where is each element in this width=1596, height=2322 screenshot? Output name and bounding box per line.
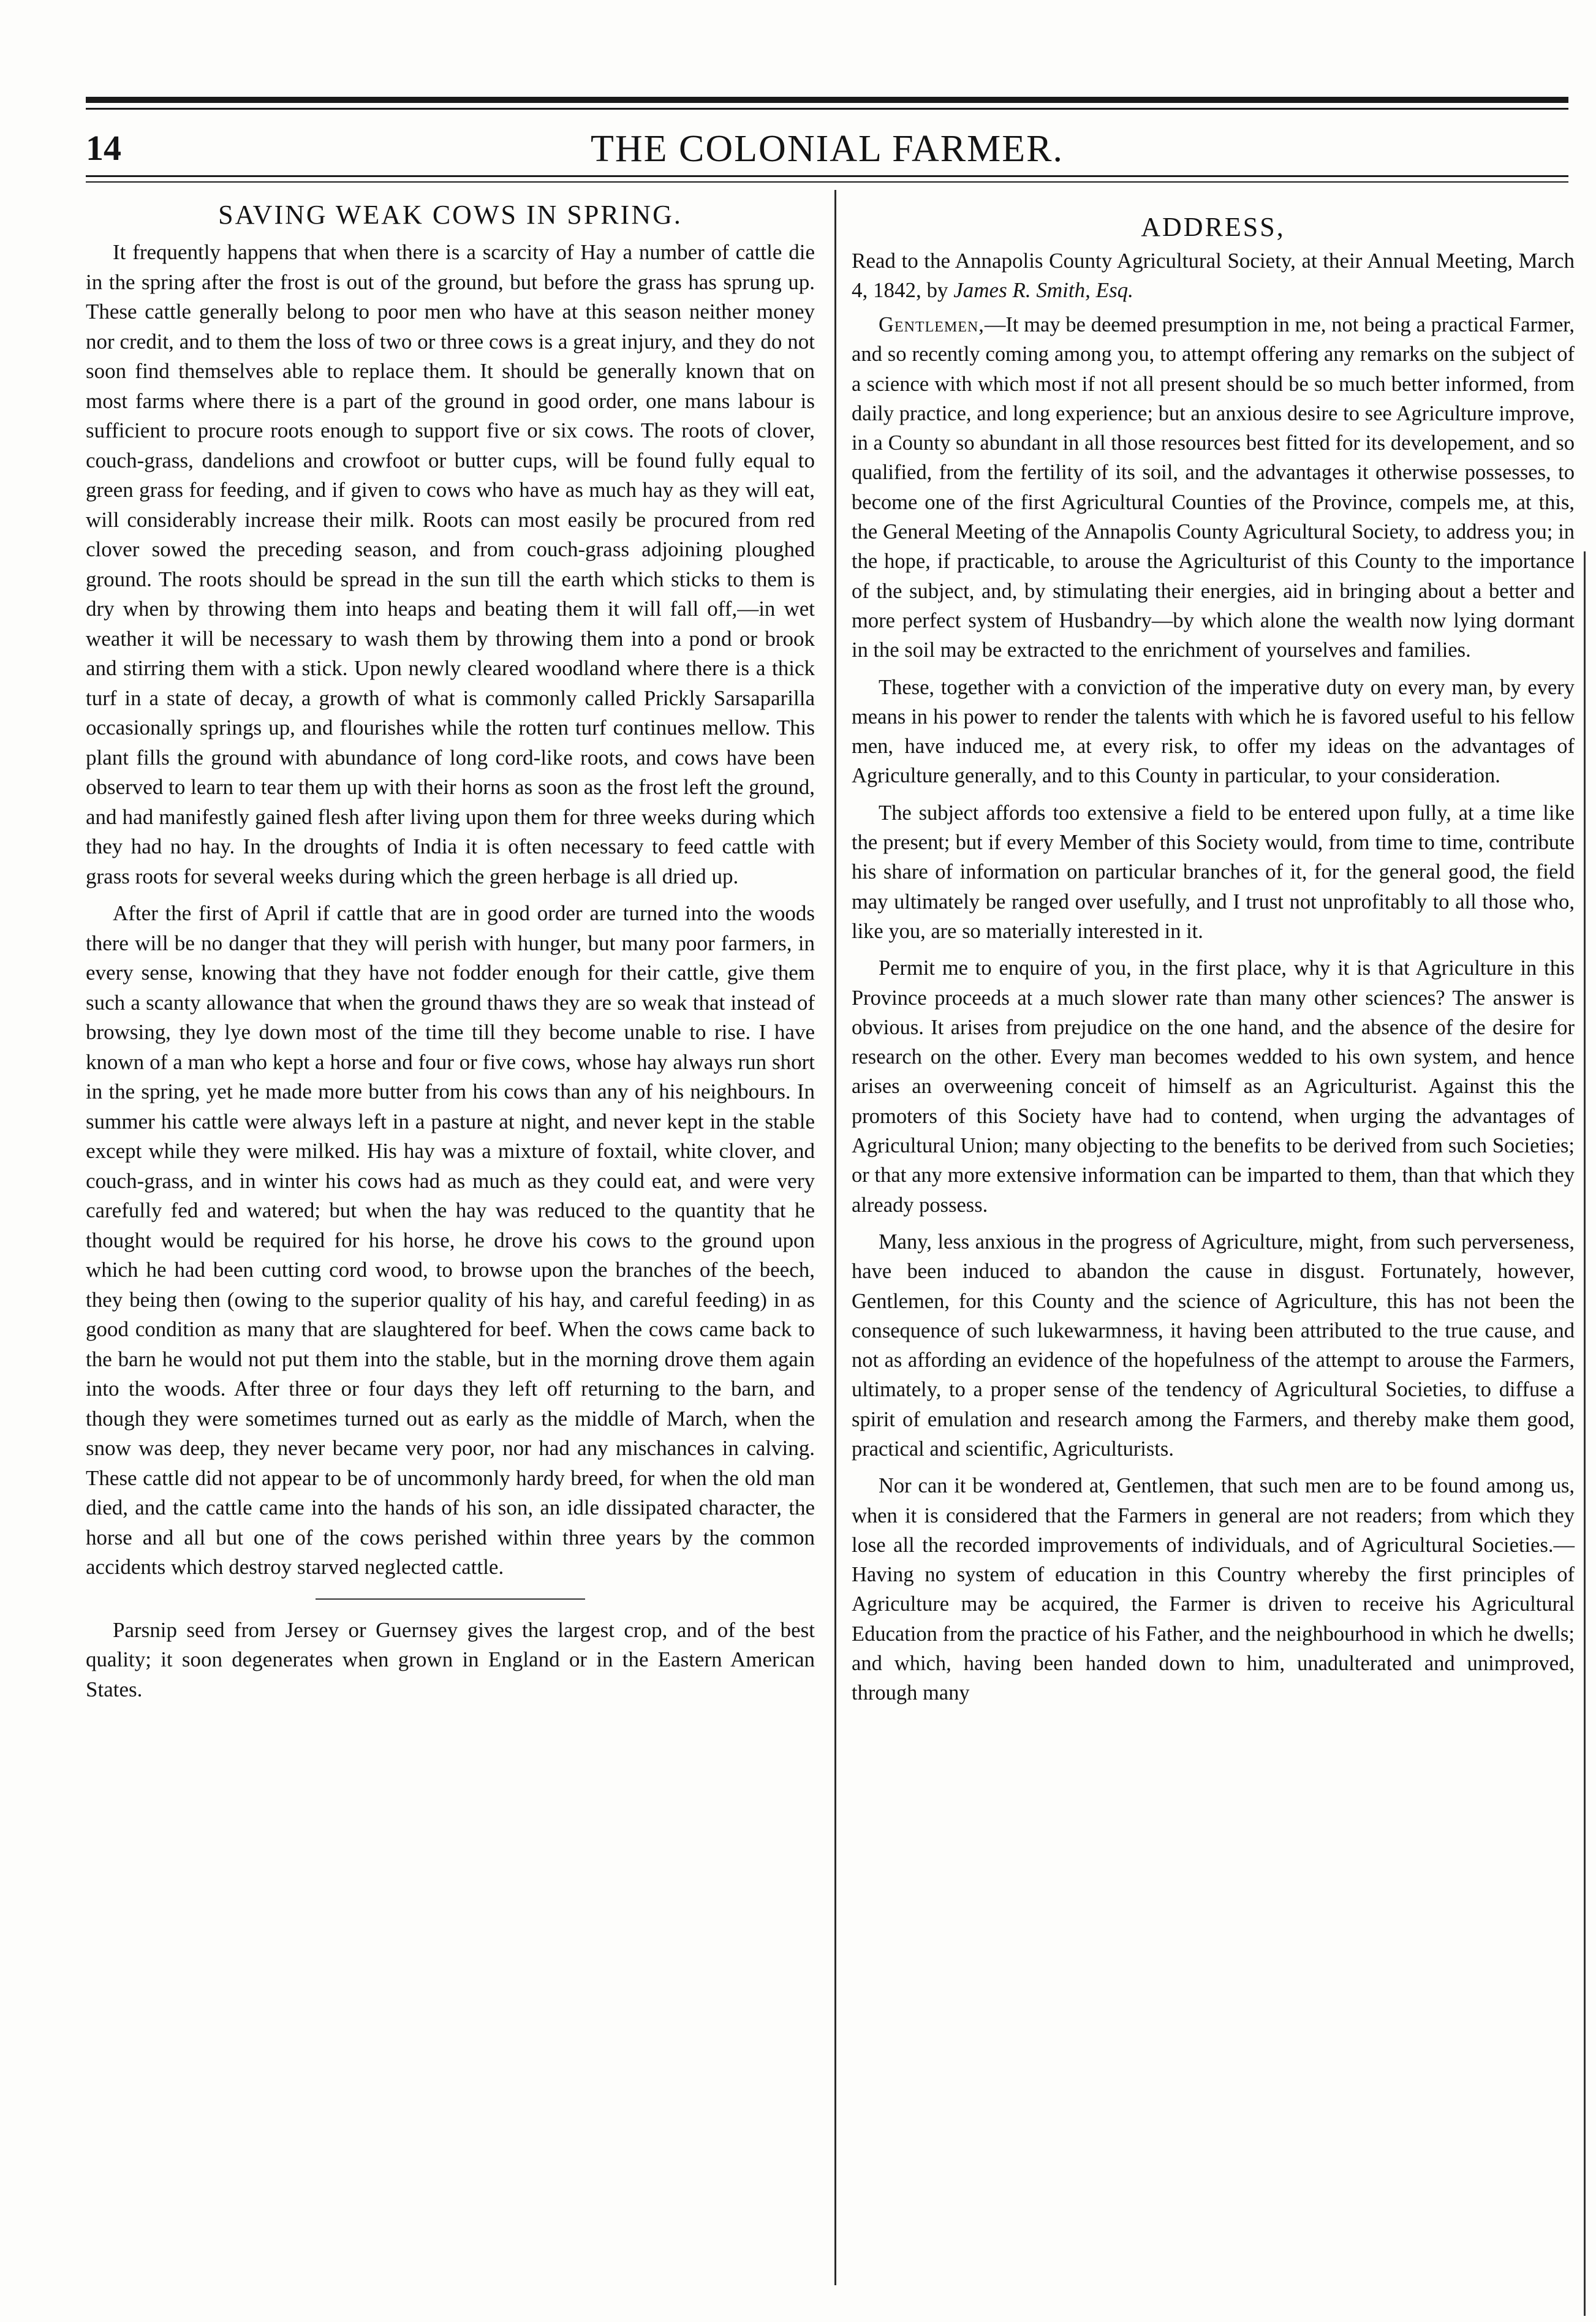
header-rule [86, 175, 1568, 177]
top-rule-thick [86, 97, 1568, 103]
page-header [86, 123, 1568, 178]
address-paragraph: Nor can it be wondered at, Gentlemen, that such men are to be found among us, when it is considered that the Farmers in general are not readers; from which they lose all the recorded improvements of individuals, and of Agricultural Societies.—Having no system of education in this Country whereby the first principles of Agriculture may be acquired, the Farmer is driven to receive his Agricultural Education from the practice of his Father, and the neighbourhood in which he dwells; and which, having been handed down to him, unadulterated and unimproved, through many [852, 1474, 1575, 1705]
header-rule-thin [86, 181, 1568, 183]
address-heading: ADDRESS, [1141, 212, 1285, 242]
address-paragraph [852, 310, 1575, 665]
address-paragraph: The subject affords too extensive a field to be entered upon fully, at a time like the present; but if every Member of this Society would, from time to time, contribute his share of information on particular branches of it, for the general good, the field may ultimately be ranged over usefully, and I trust not unprofitably to all those who, like you, are so materially interested in it. [852, 801, 1575, 943]
left-column [86, 199, 815, 1712]
address-occasion: Read to the Annapolis County Agricultural Society, at their Annual Meeting, March 4, 1842, by [852, 249, 1575, 302]
parsnip-note: Parsnip seed from Jersey or Guernsey gives the largest crop, and of the best quality; it soon degenerates when grown in England or in the Eastern American States. [86, 1617, 815, 1701]
address-paragraph: Permit me to enquire of you, in the first place, why it is that Agriculture in this Province proceeds at a much slower rate than many other sciences? The answer is obvious. It arises from prejudice on the one hand, and the absence of the desire for research on the other. Every man becomes wedded to his own system, and hence arises an overweening conceit of himself as an Agriculturist. Against this the promoters of this Society have had to contend, when urging the advantages of Agricultural Union; many objecting to the benefits to be derived from such Societies; or that any more extensive information can be imparted to them, than that which they already possess. [852, 956, 1575, 1217]
article-paragraph: After the first of April if cattle that are in good order are turned into the woods there will be no danger that they will perish with hunger, but many poor farmers, in every sense, knowing that they have not fodder enough for their cattle, give them such a scanty allowance that when the ground thaws they are so weak that instead of browsing, they lye down most of the time till they become unable to rise. I have known of a man who kept a horse and four or five cows, whose hay always run short in the spring, yet he made more butter from his cows than any of his neighbours. In summer his cattle were always left in a pasture at night, and never kept in the stable except while they were milked. His hay was a mixture of foxtail, white clover, and couch-grass, and in winter his cows had as much as they could eat, and were very carefully fed and watered; but when the hay was reduced to the quantity that he thought would be required for his horse, he drove his cows to the ground upon which he had been cutting cord wood, to browse upon the branches of the beech, they being then (owing to the superior quality of his hay, and careful feeding) in as good condition as many that are slaughtered for beef. When the cows came back to the barn he would not put them into the stable, but in the morning drove them again into the woods. After three or four days they left off returning to the barn, and though they were sometimes turned out as early as the middle of March, when the snow was deep, they never became very poor, nor had any mischances in calving. These cattle did not appear to be of uncommonly hardy breed, for when the old man died, and the cattle came into the hands of his son, an idle dissipated character, the horse and all but one of the cows perished within three years by the common accidents which destroy starved neglected cattle. [86, 901, 815, 1579]
salutation: Gentlemen, [879, 313, 985, 336]
address-author: James R. Smith, Esq. [953, 278, 1133, 302]
page-number: 14 [86, 128, 121, 168]
top-rule-thin [86, 108, 1568, 110]
address-paragraph: These, together with a conviction of the imperative duty on every man, by every means in his power to render the talents with which he is favored useful to his fellow men, have induced me, at every risk, to offer my ideas on the advantages of Agriculture generally, and to this County in particular, to your consideration. [852, 675, 1575, 788]
masthead-title: THE COLONIAL FARMER. [591, 128, 1064, 170]
section-divider [316, 1598, 585, 1600]
address-subheading [852, 246, 1575, 305]
column-divider [834, 190, 836, 2285]
right-column [852, 199, 1575, 1715]
page-edge-rule [1584, 551, 1586, 2316]
address-first-paragraph: —It may be deemed presumption in me, not being a practical Farmer, and so recently coming among you, to attempt offering any remarks on the subject of a science with which most if not all present should be so much better informed, from daily practice, and long experience; but an anxious desire to see Agriculture improve, in a County so abundant in all those resources best fitted for its developement, and so qualified, from the fertility of its soil, and the advantages it otherwise possesses, to become one of the first Agricultural Counties of the Province, compels me, at this, the General Meeting of the Annapolis County Agricultural Society, to address you; in the hope, if practicable, to arouse the Agriculturist of this County to the importance of the subject, and, by stimulating their energies, aid in bringing about a better and more perfect system of Husbandry—by which alone the wealth now lying dormant in the soil may be extracted to the enrichment of yourselves and families. [852, 313, 1575, 662]
article-heading: SAVING WEAK COWS IN SPRING. [218, 200, 683, 230]
address-paragraph: Many, less anxious in the progress of Agriculture, might, from such perverseness, have been induced to abandon the cause in disgust. Fortunately, however, Gentlemen, for this County and the science of Agriculture, this has not been the consequence of such lukewarmness, it having been attributed to the true cause, and not as affording an evidence of the hopefulness of the attempt to arouse the Farmers, ultimately, to a proper sense of the tendency of Agricultural Societies, to diffuse a spirit of emulation and research among the Farmers, and thereby make them good, practical and scientific, Agriculturists. [852, 1230, 1575, 1461]
article-paragraph: It frequently happens that when there is a scarcity of Hay a number of cattle die in the spring after the frost is out of the ground, but before the grass has sprung up. These cattle generally belong to poor men who have at this season neither money nor credit, and to them the loss of two or three cows is a great injury, and they do not soon find themselves able to replace them. It should be generally known that on most farms where there is a part of the ground in good order, one mans labour is sufficient to procure roots enough to support five or six cows. The roots of clover, couch-grass, dandelions and crowfoot or butter cups, will be found fully equal to green grass for feeding, and if given to cows who have as much hay as they will eat, will considerably increase their milk. Roots can most easily be procured from red clover sowed the preceding season, and from couch-grass adjoining ploughed ground. The roots should be spread in the sun till the earth which sticks to them is dry when by throwing them into heaps and beating them it will fall off,—in wet weather it will be necessary to wash them by throwing them into a pond or brook and stirring them with a stick. Upon newly cleared woodland where there is a thick turf in a state of decay, a growth of what is commonly called Prickly Sarsaparilla occasionally springs up, and flourishes while the rotten turf continues mellow. This plant fills the ground with abundance of long cord-like roots, and cows have been observed to learn to tear them up with their horns as soon as the frost left the ground, and had manifestly gained flesh after living upon them for three weeks during which they had no hay. In the droughts of India it is often necessary to feed cattle with grass roots for several weeks during which the green herbage is all dried up. [86, 240, 815, 888]
